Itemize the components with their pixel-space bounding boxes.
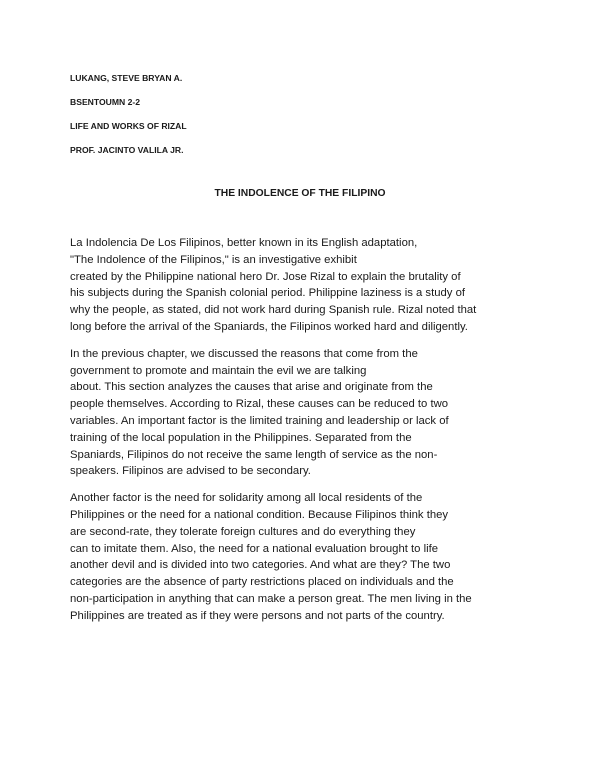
paragraph-line: can to imitate them. Also, the need for a national evaluation brought to life [70, 542, 439, 555]
paragraph-line: Philippines or the need for a national condition. Because Filipinos think they [70, 508, 449, 521]
paragraph-line: people themselves. According to Rizal, these causes can be reduced to two [70, 398, 449, 411]
course-name: LIFE AND WORKS OF RIZAL [70, 121, 187, 131]
document-body [70, 235, 540, 635]
student-name: LUKANG, STEVE BRYAN A. [70, 73, 183, 83]
paragraph-line: long before the arrival of the Spaniards, the Filipinos worked hard and diligently. [70, 320, 468, 333]
section-code: BSENTOUMN 2-2 [70, 97, 141, 107]
document-title: THE INDOLENCE OF THE FILIPINO [214, 188, 386, 199]
paragraph-line: non-participation in anything that can make a person great. The men living in the [70, 592, 472, 605]
paragraph-line: categories are the absence of party restrictions placed on individuals and the [70, 576, 454, 589]
paragraph-line: created by the Philippine national hero Dr. Jose Rizal to explain the brutality of [70, 270, 461, 283]
paragraph-line: training of the local population in the Philippines. Separated from the [70, 431, 412, 444]
paragraph-line: "The Indolence of the Filipinos," is an investigative exhibit [70, 253, 357, 266]
paragraph-line: variables. An important factor is the limited training and leadership or lack of [70, 414, 449, 427]
paragraph-line: La Indolencia De Los Filipinos, better known in its English adaptation, [70, 237, 418, 249]
student-header [70, 66, 187, 162]
paragraph-line: about. This section analyzes the causes that arise and originate from the [70, 381, 433, 394]
paragraph-line: another devil and is divided into two categories. And what are they? The two [70, 559, 451, 572]
paragraph-3 [70, 490, 540, 624]
paragraph-line: his subjects during the Spanish colonial period. Philippine laziness is a study of [70, 287, 465, 300]
paragraph-line: Philippines are treated as if they were persons and not parts of the country. [70, 609, 445, 622]
paragraph-line: Another factor is the need for solidarity among all local residents of the [70, 492, 423, 505]
paragraph-line: government to promote and maintain the evil we are talking [70, 364, 367, 377]
paragraph-2 [70, 346, 540, 480]
professor-name: PROF. JACINTO VALILA JR. [70, 145, 184, 155]
paragraph-line: are second-rate, they tolerate foreign cultures and do everything they [70, 525, 416, 538]
paragraph-line: In the previous chapter, we discussed the reasons that come from the [70, 347, 418, 360]
paragraph-line: Spaniards, Filipinos do not receive the same length of service as the non- [70, 448, 438, 461]
paragraph-1 [70, 235, 540, 336]
paragraph-line: why the people, as stated, did not work hard during Spanish rule. Rizal noted that [70, 304, 477, 317]
paragraph-line: speakers. Filipinos are advised to be secondary. [70, 465, 311, 478]
